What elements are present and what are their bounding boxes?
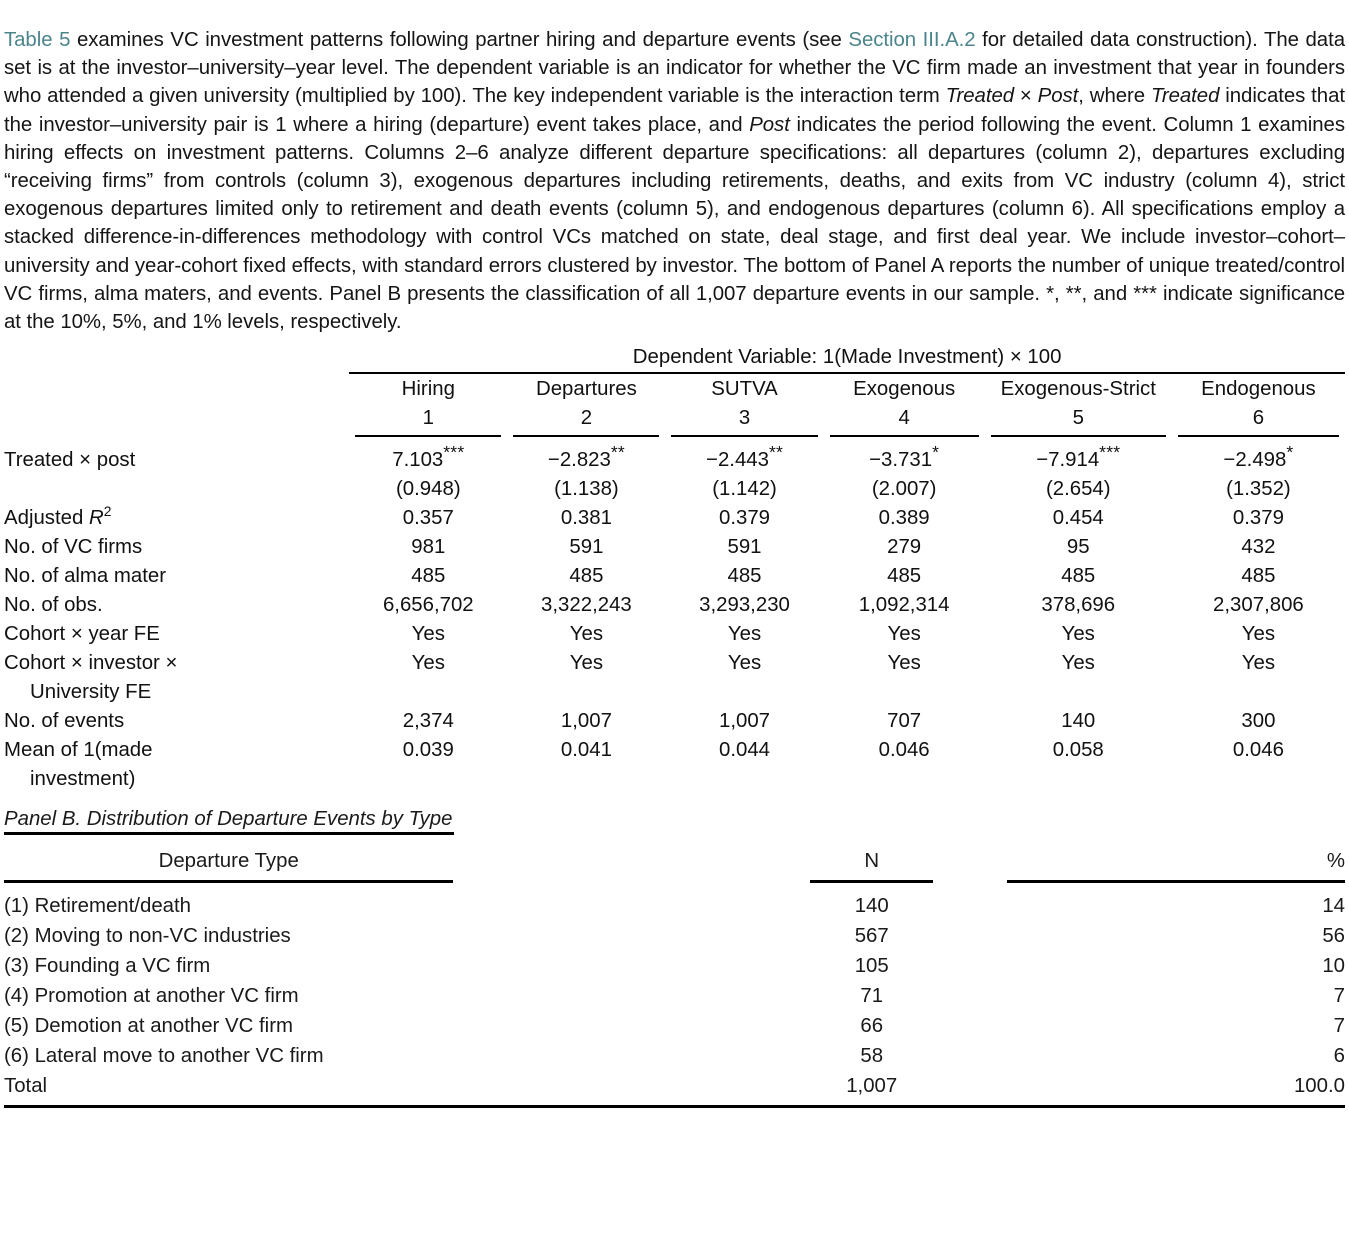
row-label-university-fe (4, 678, 349, 707)
departure-pct-3: 10 (1322, 955, 1345, 978)
cell-unifе-c1 (349, 678, 507, 707)
column-number-5-text: 5 (1072, 407, 1084, 430)
cell-cyfe-c3: Yes (727, 623, 762, 646)
caption-segment-6: indicates the period following the event. Column 1 examines hiring effects on investment patterns. Columns 2–6 analyze different departure specifications: all departures (column 2), departures excluding “receiving firms” from controls (column 3), exogenous departures including retirements, deaths, and exits from VC industry (column 4), strict exogenous departures limited only to retirement and death events (column 5), and endogenous departures (column 6). All specifications employ a stacked difference-in-differences methodology with control VCs matched on state, deal stage, and first deal year. We include investor–cohort–university and year-cohort fixed effects, with standard errors clustered by investor. The bottom of Panel A reports the number of unique treated/control VC firms, alma maters, and events. Panel B presents the classification of all 1,007 departure events in our sample. *, **, and *** indicate significance at the 10%, 5%, and 1% levels, respectively. (4, 113, 1345, 334)
departure-n-total: 1,007 (846, 1075, 898, 1098)
column-number-4-text: 4 (898, 407, 910, 430)
departure-n-1: 140 (854, 895, 889, 918)
departure-type-6: (6) Lateral move to another VC firm (4, 1045, 324, 1068)
cell-treated-post-c1 (349, 442, 507, 475)
departure-type-5: (5) Demotion at another VC firm (4, 1015, 293, 1038)
spacer-cell (453, 951, 782, 981)
cell-obs-c1: 6,656,702 (382, 594, 474, 617)
table-row-mean-made-investment (4, 736, 1345, 765)
cell-unife-c6 (1172, 678, 1345, 707)
section-iii-a-2-link[interactable]: Section III.A.2 (848, 29, 976, 51)
cell-cife-c5: Yes (1061, 652, 1095, 675)
cell-vcfirms-c2: 591 (569, 536, 604, 559)
cell-alma-c3: 485 (727, 565, 762, 588)
cell-events-c4: 707 (887, 710, 922, 733)
cell-cife-c2: Yes (569, 652, 604, 675)
cell-mean-c3: 0.044 (719, 739, 771, 762)
cell-unife-c4 (824, 678, 985, 707)
cell-cife-c3: Yes (727, 652, 762, 675)
cell-alma-c4: 485 (887, 565, 922, 588)
caption-segment-2: for detailed data construction). The data set is at the investor–university–year level. The dependent variable is an indicator for whether the VC firm made an investment that year in founders who attended a given university (multiplied by 100). The key independent variable is the interaction term (4, 29, 1345, 108)
row-label-mean-made-investment: Mean of 1(made (4, 739, 153, 762)
significance-stars: ** (610, 442, 625, 463)
cell-alma-c6: 485 (1241, 565, 1276, 588)
r-symbol: R (89, 507, 104, 530)
cell-inv-c4 (824, 765, 985, 794)
cell-r2-c1: 0.357 (402, 507, 454, 530)
departure-type-2: (2) Moving to non-VC industries (4, 925, 291, 948)
panel-b-header-row (4, 846, 1345, 883)
cell-value: −3.731 (869, 449, 933, 472)
column-header-exogenous-strict: Exogenous-Strict (1000, 378, 1156, 401)
cell-obs-c5: 378,696 (1041, 594, 1116, 617)
significance-stars: *** (443, 442, 465, 463)
column-header-exogenous: Exogenous (853, 378, 956, 401)
departure-type-1: (1) Retirement/death (4, 895, 192, 918)
cell-se-c4: (2.007) (871, 478, 937, 501)
caption-italic-post-1: Post (1037, 85, 1079, 108)
spacer-cell (453, 1011, 782, 1041)
column-number-3 (665, 404, 823, 437)
cell-treated-post-c3 (665, 442, 823, 475)
significance-stars: ** (768, 442, 784, 463)
row-label-cohort-year-fe: Cohort × year FE (4, 623, 160, 646)
cell-events-c1: 2,374 (402, 710, 454, 733)
table-row-cohort-investor-fe (4, 649, 1345, 678)
table-row-adjusted-r2 (4, 504, 1345, 533)
table-row-university-fe-cont (4, 678, 1345, 707)
column-header-hiring: Hiring (401, 378, 455, 401)
table-row (4, 891, 1345, 921)
departure-pct-2: 56 (1322, 925, 1345, 948)
cell-mean-c1: 0.039 (402, 739, 454, 762)
cell-cife-c6: Yes (1241, 652, 1276, 675)
departure-n-2: 567 (854, 925, 889, 948)
cell-obs-c2: 3,322,243 (541, 594, 632, 617)
dependent-variable-spanner: Dependent Variable: 1(Made Investment) × 100 (632, 346, 1062, 369)
table-row-no-obs (4, 591, 1345, 620)
row-label-standard-errors (4, 475, 349, 504)
row-label-treated-post: Treated × post (4, 449, 136, 472)
table-caption (4, 26, 1345, 336)
cell-cife-c4: Yes (887, 652, 921, 675)
caption-segment-3: × (1014, 85, 1038, 108)
cell-unife-c2 (507, 678, 665, 707)
cell-alma-c1: 485 (411, 565, 446, 588)
departure-n-6: 58 (860, 1045, 884, 1068)
departure-pct-6: 6 (1333, 1045, 1345, 1068)
caption-segment-1: examines VC investment patterns following partner hiring and departure events (see (70, 29, 849, 51)
column-number-5 (985, 404, 1172, 437)
cell-inv-c6 (1172, 765, 1345, 794)
cell-se-c5: (2.654) (1045, 478, 1111, 501)
cell-value: 7.103 (392, 449, 444, 472)
cell-inv-c1 (349, 765, 507, 794)
row-label-university-fe-text: University FE (30, 681, 152, 704)
column-number-3-text: 3 (738, 407, 751, 430)
panel-b-title: Panel B. Distribution of Departure Events by Type (4, 806, 454, 835)
column-header-departures: Departures (535, 378, 637, 401)
cell-mean-c6: 0.046 (1232, 739, 1284, 762)
column-number-6-text: 6 (1252, 407, 1265, 430)
r-exponent: 2 (103, 503, 112, 520)
panel-b-header-departure-type-text: Departure Type (158, 850, 299, 873)
cell-vcfirms-c6: 432 (1241, 536, 1276, 559)
table-row-cohort-year-fe (4, 620, 1345, 649)
cell-value: −2.823 (547, 449, 611, 472)
departure-pct-1: 14 (1322, 895, 1345, 918)
departure-type-4: (4) Promotion at another VC firm (4, 985, 299, 1008)
cell-vcfirms-c4: 279 (887, 536, 922, 559)
cell-r2-c5: 0.454 (1052, 507, 1104, 530)
column-number-2 (507, 404, 665, 437)
row-label-no-alma-mater: No. of alma mater (4, 565, 167, 588)
cell-inv-c5 (985, 765, 1172, 794)
spacer-cell (453, 1041, 782, 1071)
caption-italic-treated-1: Treated (945, 85, 1015, 108)
cell-treated-post-c4 (824, 442, 985, 475)
panel-a-spanner-row (4, 344, 1345, 370)
cell-se-c2: (1.138) (554, 478, 619, 501)
caption-segment-4: , where (1078, 85, 1151, 108)
column-number-4 (824, 404, 985, 437)
departure-n-3: 105 (854, 955, 889, 978)
significance-stars: * (932, 442, 940, 463)
spacer-cell (453, 891, 782, 921)
column-header-sutva: SUTVA (711, 378, 778, 401)
table-row-no-alma-mater (4, 562, 1345, 591)
departure-type-3: (3) Founding a VC firm (4, 955, 211, 978)
cell-value: −2.498 (1223, 449, 1287, 472)
cell-events-c2: 1,007 (560, 710, 612, 733)
cell-treated-post-c5 (985, 442, 1172, 475)
cell-vcfirms-c3: 591 (727, 536, 762, 559)
spacer-cell (453, 1071, 782, 1101)
departure-type-total: Total (4, 1075, 48, 1098)
panel-b-header-departure-type (4, 846, 453, 883)
panel-a-table (4, 344, 1345, 794)
panel-b-header-gap (4, 883, 1345, 891)
cell-events-c3: 1,007 (719, 710, 771, 733)
table-row-investment-cont (4, 765, 1345, 794)
row-label-investment-cont-text: investment) (30, 768, 136, 791)
cell-cyfe-c5: Yes (1061, 623, 1095, 646)
cell-treated-post-c6 (1172, 442, 1345, 475)
cell-vcfirms-c5: 95 (1066, 536, 1090, 559)
cell-r2-c2: 0.381 (560, 507, 612, 530)
departure-pct-5: 7 (1333, 1015, 1345, 1038)
cell-unife-c5 (985, 678, 1172, 707)
table-row-standard-errors (4, 475, 1345, 504)
table-row (4, 921, 1345, 951)
cell-se-c1: (0.948) (396, 478, 461, 501)
column-number-6 (1172, 404, 1345, 437)
cell-cyfe-c1: Yes (411, 623, 445, 646)
row-label-cohort-investor-fe: Cohort × investor × (4, 652, 178, 675)
caption-italic-post-2: Post (749, 113, 790, 136)
panel-b-table (4, 846, 1345, 1101)
cell-vcfirms-c1: 981 (411, 536, 446, 559)
cell-inv-c2 (507, 765, 665, 794)
cell-cife-c1: Yes (411, 652, 445, 675)
table-row-no-events (4, 707, 1345, 736)
cell-obs-c3: 3,293,230 (699, 594, 790, 617)
departure-pct-total: 100.0 (1293, 1075, 1345, 1098)
row-label-no-vc-firms: No. of VC firms (4, 536, 143, 559)
departure-n-4: 71 (860, 985, 884, 1008)
spacer-cell (453, 921, 782, 951)
panel-b-header-n-text: N (864, 850, 880, 873)
cell-obs-c4: 1,092,314 (858, 594, 950, 617)
panel-a-column-header-row (4, 374, 1345, 404)
table-row (4, 951, 1345, 981)
cell-alma-c2: 485 (569, 565, 604, 588)
departure-n-5: 66 (860, 1015, 884, 1038)
panel-b-header-pct-text: % (1326, 850, 1345, 873)
row-label-no-events: No. of events (4, 710, 125, 733)
cell-alma-c5: 485 (1061, 565, 1096, 588)
significance-stars: * (1286, 442, 1294, 463)
panel-b-header-n (782, 846, 961, 883)
cell-mean-c5: 0.058 (1052, 739, 1104, 762)
panel-b-header-spacer (453, 846, 782, 883)
table-row-total (4, 1071, 1345, 1101)
column-number-1 (349, 404, 507, 437)
cell-r2-c6: 0.379 (1232, 507, 1284, 530)
cell-r2-c4: 0.389 (878, 507, 930, 530)
cell-mean-c2: 0.041 (560, 739, 612, 762)
cell-value: −7.914 (1036, 449, 1100, 472)
cell-treated-post-c2 (507, 442, 665, 475)
panel-a-column-number-row (4, 404, 1345, 437)
adjusted-prefix: Adjusted (4, 507, 90, 530)
panel-a-header-gap (4, 437, 1345, 446)
panel-b-header-pct (961, 846, 1345, 883)
table-row-no-vc-firms (4, 533, 1345, 562)
cell-cyfe-c2: Yes (569, 623, 604, 646)
departure-pct-4: 7 (1333, 985, 1345, 1008)
cell-obs-c6: 2,307,806 (1213, 594, 1304, 617)
cell-cyfe-c4: Yes (887, 623, 921, 646)
cell-value: −2.443 (706, 449, 769, 472)
table-row (4, 981, 1345, 1011)
column-header-endogenous: Endogenous (1201, 378, 1316, 401)
cell-r2-c3: 0.379 (719, 507, 771, 530)
table-row-treated-post (4, 446, 1345, 475)
cell-se-c6: (1.352) (1226, 478, 1291, 501)
cell-events-c6: 300 (1241, 710, 1276, 733)
row-label-no-obs: No. of obs. (4, 594, 103, 617)
cell-cyfe-c6: Yes (1241, 623, 1276, 646)
cell-se-c3: (1.142) (712, 478, 777, 501)
cell-unife-c3 (665, 678, 823, 707)
table-5-link[interactable]: Table 5 (4, 29, 71, 51)
table-bottom-rule (4, 1105, 1345, 1108)
row-label-investment-cont (4, 765, 349, 794)
row-label-adjusted-r2 (4, 504, 349, 533)
cell-events-c5: 140 (1061, 710, 1096, 733)
table-row (4, 1011, 1345, 1041)
table-row (4, 1041, 1345, 1071)
spacer-cell (453, 981, 782, 1011)
column-number-2-text: 2 (580, 407, 593, 430)
cell-inv-c3 (665, 765, 823, 794)
cell-mean-c4: 0.046 (878, 739, 930, 762)
significance-stars: *** (1099, 442, 1121, 463)
column-number-1-text: 1 (422, 407, 434, 430)
caption-italic-treated-2: Treated (1150, 85, 1220, 108)
caption-segment-5: indicates that the investor–university pair is 1 where a hiring (departure) event takes place, and (4, 85, 1345, 136)
panel-b-title-wrap (4, 794, 1345, 837)
